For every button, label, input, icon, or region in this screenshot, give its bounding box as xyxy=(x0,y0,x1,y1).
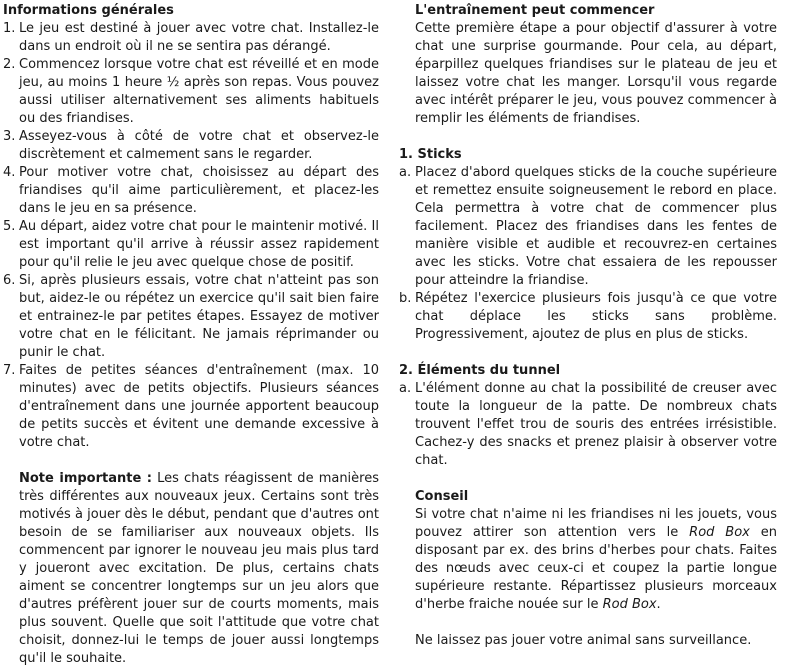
spacer xyxy=(399,614,777,632)
tunnel-heading: 2. Éléments du tunnel xyxy=(399,363,561,378)
list-item-text: Asseyez-vous à côté de votre chat et observez-le discrètement et calmement sans le regarder. xyxy=(19,129,379,162)
important-note xyxy=(3,470,379,668)
list-item-text: Le jeu est destiné à jouer avec votre chat. Installez-le dans un endroit où il ne se sentira pas dérangé. xyxy=(19,21,379,54)
training-heading: L'entraînement peut commencer xyxy=(415,3,655,18)
list-item xyxy=(3,272,379,362)
list-item-number: 1. xyxy=(3,21,16,36)
list-item xyxy=(3,362,379,452)
tip-heading: Conseil xyxy=(415,489,469,504)
tunnel-list xyxy=(399,380,777,470)
list-item-text: Commencez lorsque votre chat est réveillé et en mode jeu, au moins 1 heure ½ après son repas. Vous pouvez aussi utiliser alternativement ses aliments habituels ou des friandises. xyxy=(19,57,379,126)
tip-text-part: Si votre chat n'aime ni les friandises ni les jouets, vous pouvez attirer son attention vers le xyxy=(415,507,777,540)
list-item-text: Si, après plusieurs essais, votre chat n'atteint pas son but, aidez-le ou répétez un exercice qu'il sait bien faire et entrainez-le par petites étapes. Essayez de motiver votre chat en le félicitant. Ne jamais réprimander ou punir le chat. xyxy=(19,273,379,360)
supervision-warning: Ne laissez pas jouer votre animal sans surveillance. xyxy=(415,633,752,648)
list-item-text: Pour motiver votre chat, choisissez au départ des friandises qu'il aime particulièrement, et placez-les dans le jeu en sa présence. xyxy=(19,165,379,216)
important-note-label: Note importante : xyxy=(19,471,153,486)
spacer xyxy=(3,452,379,470)
list-item xyxy=(3,56,379,128)
list-item-number: 5. xyxy=(3,219,16,234)
spacer xyxy=(399,470,777,488)
list-item-text: Au départ, aidez votre chat pour le maintenir motivé. Il est important qu'il arrive à réussir assez rapidement pour qu'il relie le jeu avec quelque chose de positif. xyxy=(19,219,379,270)
spacer xyxy=(399,344,777,362)
list-item-letter: b. xyxy=(399,291,412,306)
list-item-number: 3. xyxy=(3,129,16,144)
sticks-heading: 1. Sticks xyxy=(399,147,462,162)
list-item xyxy=(399,164,777,290)
tip-text-part: en disposant par ex. des brins d'herbes pour chats. Faites des nœuds avec ceux-ci et coupez la partie longue supérieure restante. Répartissez plusieurs morceaux d'herbe fraiche nouée sur le xyxy=(415,525,778,612)
spacer xyxy=(399,128,777,146)
list-item-text: Faites de petites séances d'entraînement (max. 10 minutes) avec de petits objectifs. Plusieurs séances d'entraînement dans une journée apportent beaucoup de petits succès et évitent une demande excessive à votre chat. xyxy=(19,363,379,450)
tip-text-part: . xyxy=(656,597,661,612)
list-item-text: L'élément donne au chat la possibilité de creuser avec toute la longueur de la patte. De nombreux chats trouvent l'effet trou de souris des entrées irrésistible. Cachez-y des snacks et prenez plaisir à observer votre chat. xyxy=(415,381,777,468)
general-info-list xyxy=(3,20,379,452)
list-item xyxy=(3,164,379,218)
list-item xyxy=(399,380,777,470)
list-item-letter: a. xyxy=(399,381,412,396)
list-item xyxy=(399,290,777,344)
general-info-heading: Informations générales xyxy=(3,3,174,18)
product-name: Rod Box xyxy=(602,597,657,612)
list-item xyxy=(3,128,379,164)
tip-text xyxy=(399,506,777,614)
list-item-text: Répétez l'exercice plusieurs fois jusqu'à ce que votre chat déplace les sticks sans problème. Progressivement, ajoutez de plus en plus de sticks. xyxy=(415,291,777,342)
list-item-text: Placez d'abord quelques sticks de la couche supérieure et remettez ensuite soigneusement le rebord en place. Cela permettra à votre chat de commencer plus facilement. Placez des friandises dans les fentes de manière visible et audible et recouvrez-en certaines avec les sticks. Votre chat essaiera de les repousser pour atteindre la friandise. xyxy=(415,165,777,288)
list-item-letter: a. xyxy=(399,165,412,180)
training-intro-text: Cette première étape a pour objectif d'assurer à votre chat une surprise gourmande. Pour cela, au départ, éparpillez quelques friandises sur le plateau de jeu et laissez votre chat les manger. Lorsqu'il vous regarde avec intérêt préparer le jeu, vous pouvez commencer à remplir les éléments de friandises. xyxy=(415,21,777,126)
important-note-text: Les chats réagissent de manières très différentes aux nouveaux jeux. Certains sont très motivés à jouer dès le début, pendant que d'autres ont besoin de se familiariser aux nouveaux objets. Ils commencent par ignorer le nouveau jeu mais plus tard y joueront avec excitation. De plus, certains chats aiment se concentrer longtemps sur un jeu alors que d'autres préfèrent jouer sur de courts moments, mais plus souvent. Quelle que soit l'attitude que votre chat choisit, donnez-lui le temps de jouer aussi longtemps qu'il le souhaite. xyxy=(19,471,380,666)
right-column xyxy=(399,2,777,650)
sticks-list xyxy=(399,164,777,344)
list-item-number: 7. xyxy=(3,363,16,378)
list-item-number: 6. xyxy=(3,273,16,288)
list-item xyxy=(3,218,379,272)
list-item xyxy=(3,20,379,56)
list-item-number: 4. xyxy=(3,165,16,180)
list-item-number: 2. xyxy=(3,57,16,72)
left-column xyxy=(3,2,379,668)
product-name: Rod Box xyxy=(689,525,750,540)
